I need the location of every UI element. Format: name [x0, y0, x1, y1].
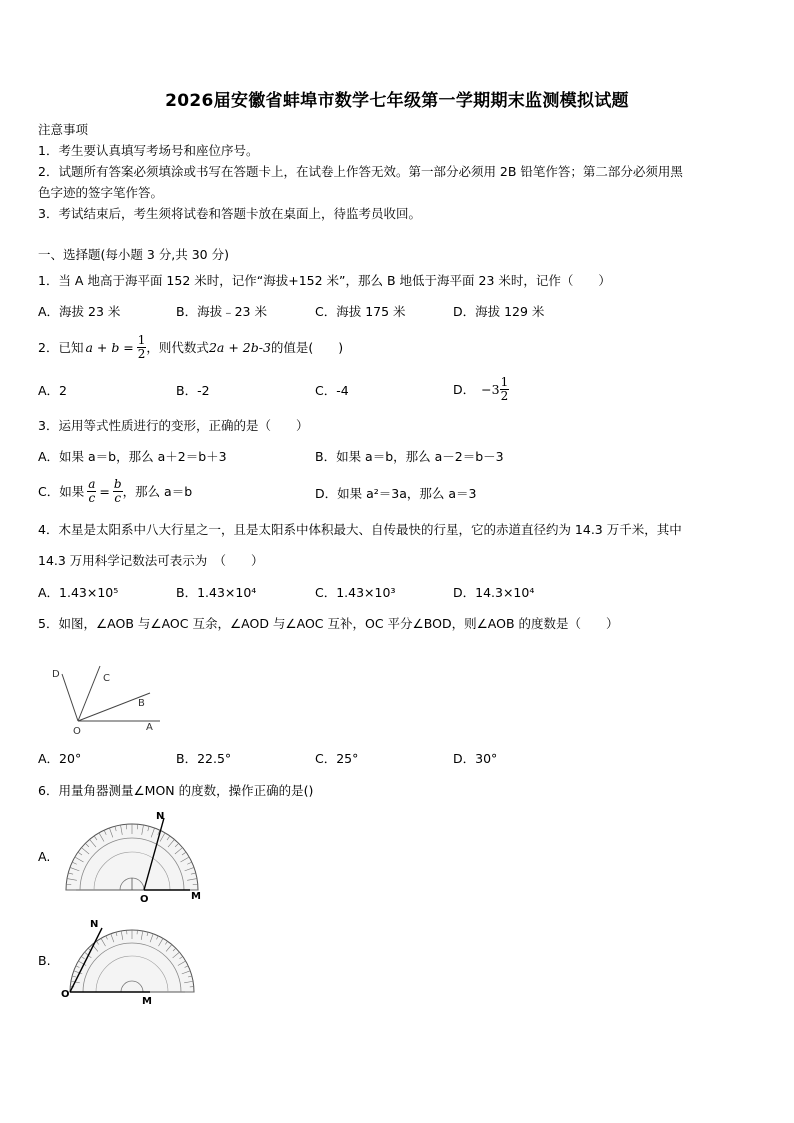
q3-option-d: D．如果 a²＝3a，那么 a＝3 — [315, 486, 477, 501]
q2-fraction — [137, 334, 147, 361]
q2-option-d-fraction — [500, 376, 510, 403]
q6-option-b-label: B. — [38, 953, 51, 968]
q5-option-a: A．20° — [38, 751, 82, 766]
q5-option-d: D．30° — [453, 751, 498, 766]
q3-fraction-2 — [113, 478, 123, 505]
q2-expr1: a + b = — [85, 339, 134, 355]
q5-stem: 5．如图，∠AOB 与∠AOC 互余，∠AOD 与∠AOC 互补，OC 平分∠BOD，则∠AOB 的度数是（ ） — [38, 616, 619, 631]
q3-fraction-2-den: c — [114, 490, 122, 505]
q3-option-c-pre: C．如果 — [38, 484, 85, 499]
q2-expr2: 2a + 2b-3 — [208, 339, 271, 355]
q2-option-a: A．2 — [38, 383, 68, 398]
notes-heading: 注意事项 — [38, 122, 89, 137]
q1-option-a: A．海拔 23 米 — [38, 304, 121, 319]
q4-stem-line2: 14.3 万用科学记数法可表示为 （ ） — [38, 553, 264, 568]
q2-option-d-whole: −3 — [481, 381, 500, 397]
q3-option-c-post: ，那么 a＝b — [122, 484, 193, 499]
label-o: O — [140, 894, 149, 904]
q2-option-d-num: 1 — [500, 374, 509, 389]
q6-protractor-figure-a — [60, 808, 210, 904]
q2-number: 2．已知 — [38, 340, 84, 355]
ray-oc — [78, 666, 100, 721]
q1-option-d: D．海拔 129 米 — [453, 304, 545, 319]
label-m: M — [142, 996, 152, 1006]
q2-stem — [38, 330, 343, 364]
ray-od — [62, 674, 78, 721]
q6-protractor-figure-b — [58, 914, 198, 1006]
q2-option-d-den: 2 — [500, 388, 509, 403]
q1-option-c: C．海拔 175 米 — [315, 304, 406, 319]
q3-stem: 3．运用等式性质进行的变形，正确的是（ ） — [38, 418, 309, 433]
section-heading: 一、选择题(每小题 3 分,共 30 分) — [38, 247, 229, 262]
notes-item-2: 2．试题所有答案必须填涂或书写在答题卡上，在试卷上作答无效。第一部分必须用 2B 铅笔作答；第二部分必须用黑 — [38, 164, 683, 179]
q2-option-d-label: D． — [453, 382, 476, 397]
page-title: 2026届安徽省蚌埠市数学七年级第一学期期末监测模拟试题 — [165, 91, 629, 111]
q5-option-c: C．25° — [315, 751, 359, 766]
q3-fraction-1 — [87, 478, 96, 505]
q3-fraction-1-den: c — [88, 490, 96, 505]
q3-fraction-1-num: a — [88, 476, 96, 491]
label-b: B — [138, 698, 145, 709]
q6-option-a-label: A. — [38, 849, 51, 864]
label-m: M — [191, 891, 201, 902]
notes-item-2-cont: 色字迹的签字笔作答。 — [38, 185, 164, 200]
q2-option-d — [453, 372, 509, 406]
q4-stem-line1: 4．木星是太阳系中八大行星之一，且是太阳系中体积最大、自传最快的行星，它的赤道直径约为 14.3 万千米，其中 — [38, 522, 682, 537]
label-o: O — [61, 989, 70, 1000]
q4-option-c: C．1.43×10³ — [315, 585, 396, 600]
q2-option-c: C．-4 — [315, 383, 349, 398]
q2-tail: 的值是( ) — [270, 340, 344, 355]
q1-option-b: B．海拔﹣23 米 — [176, 304, 267, 319]
label-n: N — [90, 919, 99, 930]
q3-fraction-2-num: b — [113, 476, 122, 491]
q4-option-a: A．1.43×10⁵ — [38, 585, 119, 600]
q3-equals: = — [99, 483, 110, 499]
q1-stem: 1．当 A 地高于海平面 152 米时，记作“海拔+152 米”，那么 B 地低于海平面 23 米时，记作（ ） — [38, 273, 611, 288]
q2-fraction-num: 1 — [137, 332, 146, 347]
q6-stem: 6．用量角器测量∠MON 的度数，操作正确的是() — [38, 783, 314, 798]
q2-option-b: B．-2 — [176, 383, 210, 398]
q5-option-b: B．22.5° — [176, 751, 232, 766]
q4-option-b: B．1.43×10⁴ — [176, 585, 257, 600]
label-a: A — [146, 722, 153, 733]
label-o: O — [73, 726, 81, 737]
q2-mid: ，则代数式 — [146, 340, 209, 355]
q5-angle-figure — [40, 660, 170, 738]
q3-option-c — [38, 474, 192, 508]
notes-item-1: 1．考生要认真填写考场号和座位序号。 — [38, 143, 259, 158]
notes-item-3: 3．考试结束后，考生须将试卷和答题卡放在桌面上，待监考员收回。 — [38, 206, 421, 221]
q3-option-b: B．如果 a＝b，那么 a－2＝b－3 — [315, 449, 504, 464]
label-c: C — [103, 673, 110, 684]
label-n: N — [156, 811, 165, 822]
q2-fraction-den: 2 — [137, 346, 146, 361]
q4-option-d: D．14.3×10⁴ — [453, 585, 535, 600]
label-d: D — [52, 669, 60, 680]
q3-option-a: A．如果 a＝b，那么 a＋2＝b＋3 — [38, 449, 227, 464]
